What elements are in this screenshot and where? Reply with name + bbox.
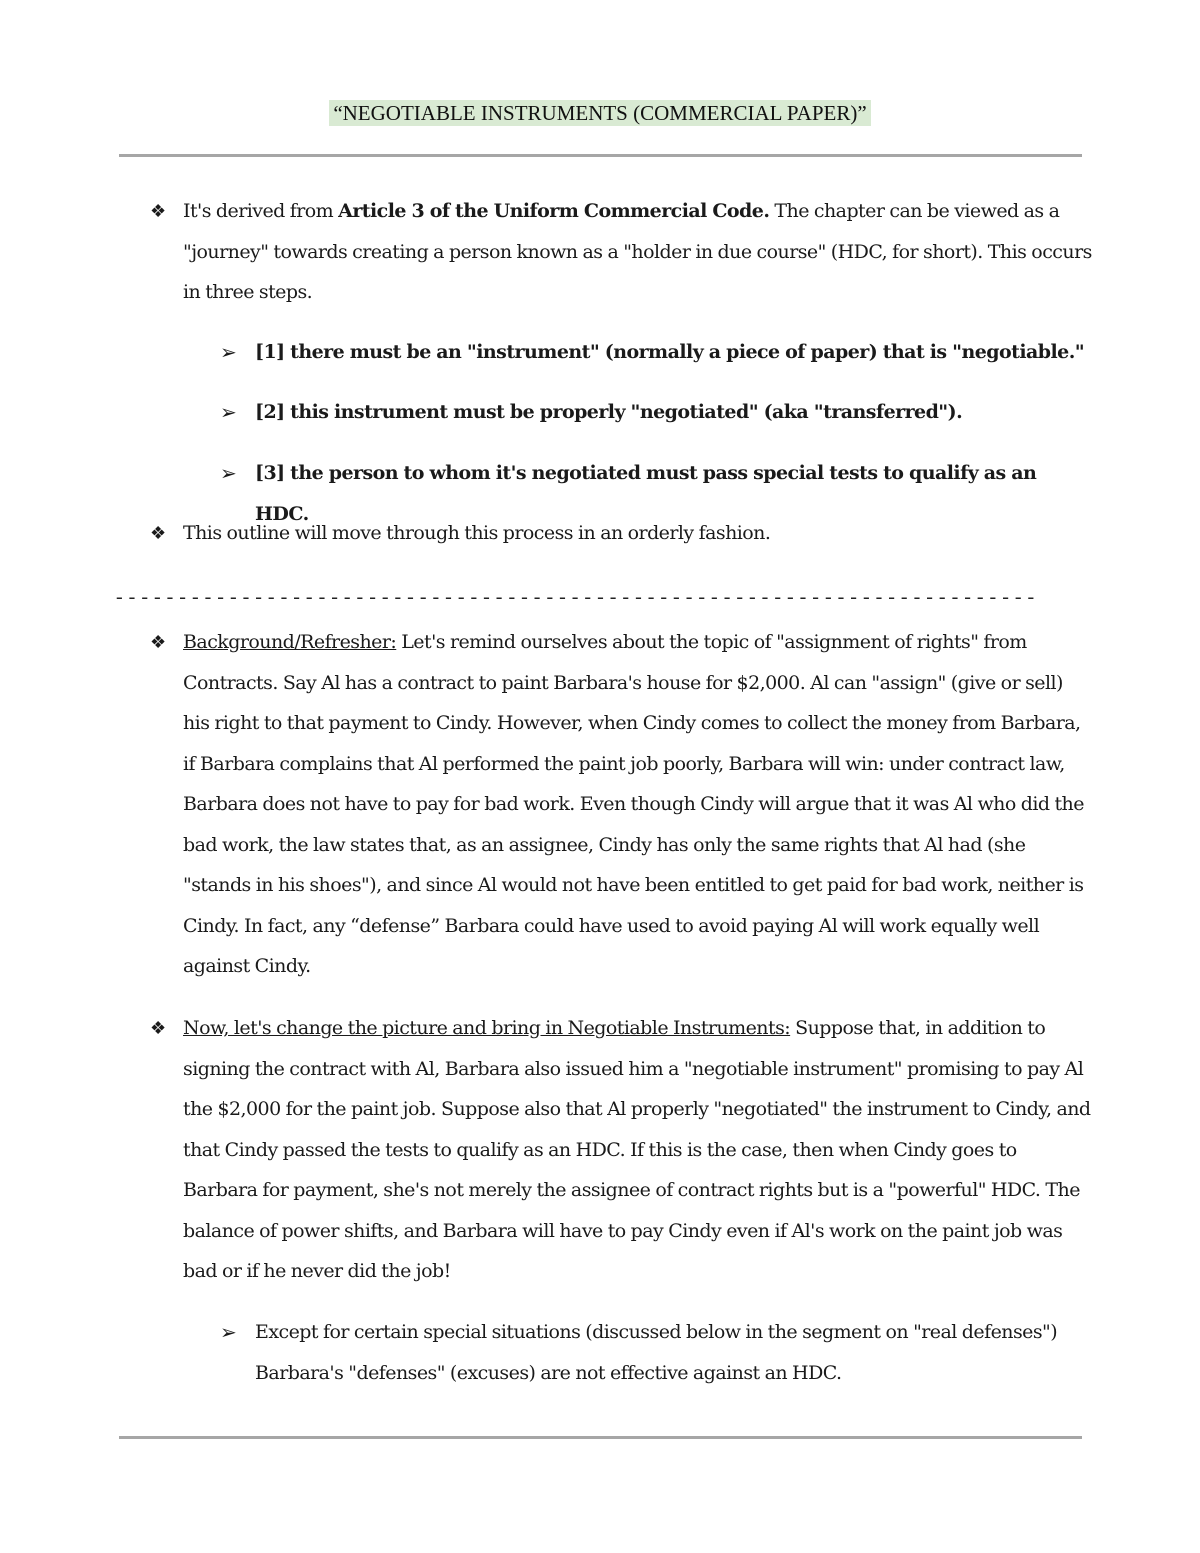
diamond-bullet-icon: ❖	[150, 523, 167, 544]
title-container	[0, 100, 1200, 126]
intro-text-pre: It's derived from	[183, 200, 339, 222]
background-heading: Background/Refresher:	[183, 631, 397, 653]
diamond-bullet-icon: ❖	[150, 632, 167, 653]
negotiable-text: Suppose that, in addition to signing the contract with Al, Barbara also issued him a "negotiable instrument" promising to pay Al the $2,000 for the paint job. Suppose also that Al properly "negotiated" the instrument to Cindy, and that Cindy passed the tests to qualify as an HDC. If this is the case, then when Cindy goes to Barbara for payment, she's not merely the assignee of contract rights but is a "powerful" HDC. The balance of power shifts, and Barbara will have to pay Cindy even if Al's work on the paint job was bad or if he never did the job!	[183, 1017, 1091, 1282]
page-title: “NEGOTIABLE INSTRUMENTS (COMMERCIAL PAPER)”	[329, 100, 870, 126]
arrow-bullet-icon: ➢	[220, 461, 237, 485]
negotiable-heading: Now, let's change the picture and bring in Negotiable Instruments:	[183, 1017, 791, 1039]
step-2: [2] this instrument must be properly "negotiated" (aka "transferred").	[255, 401, 963, 423]
outline-note: This outline will move through this process in an orderly fashion.	[183, 522, 771, 544]
top-divider	[119, 154, 1082, 157]
negotiable-paragraph	[183, 1008, 1093, 1292]
background-text: Let's remind ourselves about the topic of "assignment of rights" from Contracts. Say Al has a contract to paint Barbara's house for $2,000. Al can "assign" (give or sell) his right to that payment to Cindy. However, when Cindy comes to collect the money from Barbara, if Barbara complains that Al performed the paint job poorly, Barbara will win: under contract law, Barbara does not have to pay for bad work. Even though Cindy will argue that it was Al who did the bad work, the law states that, as an assignee, Cindy has only the same rights that Al had (she "stands in his shoes"), and since Al would not have been entitled to get paid for bad work, neither is Cindy. In fact, any “defense” Barbara could have used to avoid paying Al will work equally well against Cindy.	[183, 631, 1084, 977]
bottom-divider	[119, 1436, 1082, 1439]
background-paragraph	[183, 622, 1093, 987]
arrow-bullet-icon: ➢	[220, 1320, 237, 1344]
step-3: [3] the person to whom it's negotiated must pass special tests to qualify as an HDC.	[255, 462, 1037, 525]
arrow-bullet-icon: ➢	[220, 340, 237, 364]
intro-text-post: The chapter can be viewed as a "journey" towards creating a person known as a "holder in due course" (HDC, for short). This occurs in three steps.	[183, 200, 1092, 303]
intro-text-bold: Article 3 of the Uniform Commercial Code.	[338, 200, 770, 222]
intro-paragraph	[183, 191, 1093, 313]
diamond-bullet-icon: ❖	[150, 1018, 167, 1039]
exception-paragraph: Except for certain special situations (discussed below in the segment on "real defenses") Barbara's "defenses" (excuses) are not effective against an HDC.	[255, 1321, 1058, 1384]
diamond-bullet-icon: ❖	[150, 201, 167, 222]
dashed-separator: - - - - - - - - - - - - - - - - - - - - - - - - - - - - - - - - - - - - - - - - - - - - - - - - - - - - - - - - - - - - - - - - - - - - - - - - -	[116, 586, 1035, 608]
arrow-bullet-icon: ➢	[220, 400, 237, 424]
step-1: [1] there must be an "instrument" (normally a piece of paper) that is "negotiable."	[255, 341, 1085, 363]
